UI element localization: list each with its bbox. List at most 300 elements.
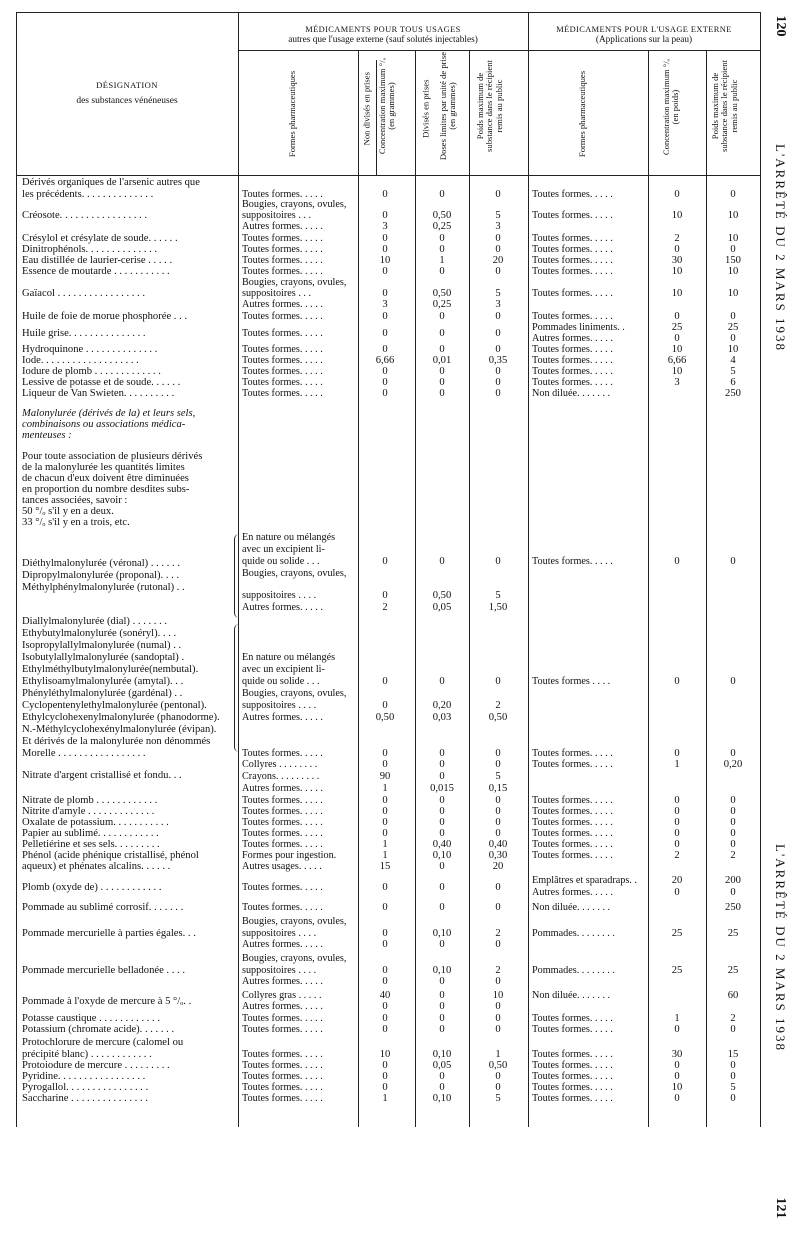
poids-cell: 0	[495, 328, 501, 339]
concentration-cell: 1	[382, 839, 388, 850]
formes-ext-cell: Toutes formes. . . . .	[532, 366, 613, 377]
poids-cell: 0	[495, 902, 501, 913]
poids-cell: 0	[495, 1013, 501, 1024]
poids-cell: 3	[495, 221, 501, 232]
table-top-border	[16, 12, 760, 13]
designation-cell: Lessive de potasse et de soude. . . . . .	[22, 377, 181, 388]
concentration-ext-cell: 30	[671, 1049, 683, 1060]
formes-cell: Autres formes. . . . .	[242, 939, 323, 950]
formes-cell: Toutes formes. . . . .	[242, 189, 323, 200]
formes-ext-cell: Toutes formes. . . . .	[532, 255, 613, 266]
designation-cell: Iode. . . . . . . . . . . . . . . . . . .	[22, 355, 139, 366]
designation-cell: Créosote. . . . . . . . . . . . . . . . .	[22, 210, 148, 221]
designation-cell: Liqueur de Van Swieten. . . . . . . . . .	[22, 388, 175, 399]
poids-ext-cell: 5	[730, 366, 736, 377]
formes-ext-cell: Toutes formes. . . . .	[532, 355, 613, 366]
poids-ext-cell: 0	[730, 333, 736, 344]
formes-ext-cell: Toutes formes. . . . .	[532, 1049, 613, 1060]
concentration-ext-cell: 20	[671, 875, 683, 886]
poids-cell: 0	[495, 676, 501, 687]
col-header-formes-ext: Formes pharmaceutiques	[577, 70, 587, 158]
poids-ext-cell: 15	[727, 1049, 739, 1060]
formes-ext-cell: Toutes formes. . . . .	[532, 1082, 613, 1093]
poids-cell: 0	[495, 795, 501, 806]
poids-ext-cell: 0	[730, 676, 736, 687]
concentration-cell: 0	[382, 828, 388, 839]
designation-cell: Isopropylallylmalonylurée (numal) . .	[22, 640, 182, 651]
formes-cell: Collyres . . . . . . . .	[242, 759, 318, 770]
poids-ext-cell: 0	[730, 817, 736, 828]
formes-cell: Toutes formes. . . . .	[242, 1093, 323, 1104]
poids-ext-cell: 4	[730, 355, 736, 366]
poids-cell: 0	[495, 311, 501, 322]
poids-ext-cell: 0	[730, 748, 736, 759]
formes-ext-cell: Toutes formes. . . . .	[532, 806, 613, 817]
poids-ext-cell: 2	[730, 850, 736, 861]
poids-ext-cell: 0	[730, 887, 736, 898]
poids-cell: 0	[495, 748, 501, 759]
poids-cell: 0,30	[488, 850, 508, 861]
concentration-cell: 0	[382, 590, 388, 601]
formes-cell: Autres formes. . . . .	[242, 783, 323, 794]
formes-cell: suppositoires . . . .	[242, 700, 317, 711]
designation-title: DÉSIGNATION	[96, 80, 158, 90]
concentration-cell: 3	[382, 221, 388, 232]
formes-ext-cell: Toutes formes. . . . .	[532, 244, 613, 255]
designation-cell: Potasse caustique . . . . . . . . . . . .	[22, 1013, 160, 1024]
concentration-cell: 0	[382, 1013, 388, 1024]
poids-cell: 0	[495, 233, 501, 244]
dose-limit-cell: 0	[439, 233, 445, 244]
poids-cell: 0	[495, 976, 501, 987]
poids-cell: 2	[495, 928, 501, 939]
designation-cell: Nitrite d'amyle . . . . . . . . . . . . .	[22, 806, 155, 817]
formes-cell: avec un excipient li-	[242, 544, 325, 555]
dose-limit-cell: 0,50	[432, 210, 452, 221]
dose-limit-cell: 0,015	[430, 783, 454, 794]
formes-ext-cell: Autres formes. . . . .	[532, 333, 613, 344]
dose-limit-cell: 0,03	[432, 712, 452, 723]
designation-cell: précipité blanc) . . . . . . . . . . . .	[22, 1049, 152, 1060]
concentration-ext-cell: 0	[674, 839, 680, 850]
concentration-ext-cell: 10	[671, 366, 683, 377]
col-rule-formes	[358, 50, 359, 1127]
col-header-poids-ext: Poids maximum de substance dans le récipient remis au public	[710, 60, 739, 152]
concentration-cell: 0	[382, 328, 388, 339]
formes-cell: Toutes formes. . . . .	[242, 244, 323, 255]
poids-ext-cell: 10	[727, 288, 739, 299]
concentration-cell: 0	[382, 882, 388, 893]
designation-cell: N.-Méthylcyclohexénylmalonylurée (évipan).	[22, 724, 217, 735]
formes-cell: Toutes formes. . . . .	[242, 233, 323, 244]
dose-limit-cell: 0	[439, 759, 445, 770]
concentration-cell: 0	[382, 1024, 388, 1035]
designation-cell: Diéthylmalonylurée (véronal) . . . . . .	[22, 558, 180, 569]
concentration-cell: 0	[382, 795, 388, 806]
dose-limit-cell: 0	[439, 388, 445, 399]
poids-cell: 0	[495, 377, 501, 388]
dose-limit-cell: 0,25	[432, 221, 452, 232]
poids-ext-cell: 150	[725, 255, 741, 266]
poids-cell: 0,15	[488, 783, 508, 794]
designation-cell: Dinitrophénols. . . . . . . . . . . . . .	[22, 244, 158, 255]
concentration-ext-cell: 10	[671, 266, 683, 277]
page-number-bottom: 121	[773, 1197, 788, 1219]
formes-cell: suppositoires . . . .	[242, 965, 317, 976]
concentration-cell: 0	[382, 266, 388, 277]
formes-ext-cell: Toutes formes. . . . .	[532, 839, 613, 850]
dose-limit-cell: 0,01	[432, 355, 452, 366]
formes-cell: Bougies, crayons, ovules,	[242, 916, 347, 927]
designation-cell: Protochlorure de mercure (calomel ou	[22, 1037, 184, 1048]
col-rule-formes-ext	[648, 50, 649, 1127]
designation-cell: menteuses :	[22, 430, 72, 441]
group-header-rule	[238, 50, 760, 51]
concentration-ext-cell: 0	[674, 887, 680, 898]
formes-cell: Toutes formes. . . . .	[242, 1013, 323, 1024]
poids-ext-cell: 10	[727, 344, 739, 355]
designation-cell: aqueux) et phénates alcalins. . . . . .	[22, 861, 171, 872]
col-rule-conc-ext	[706, 50, 707, 1127]
poids-cell: 5	[495, 771, 501, 782]
formes-ext-cell: Non diluée. . . . . . .	[532, 990, 611, 1001]
formes-cell: Bougies, crayons, ovules,	[242, 688, 347, 699]
formes-cell: Bougies, crayons, ovules,	[242, 199, 347, 210]
formes-cell: Toutes formes. . . . .	[242, 839, 323, 850]
formes-ext-cell: Pommades. . . . . . . .	[532, 965, 615, 976]
col-header-doses: Doses limites par unité de prise (en grammes)	[438, 51, 458, 161]
concentration-cell: 15	[379, 861, 391, 872]
poids-cell: 0	[495, 817, 501, 828]
designation-cell: combinaisons ou associations médica-	[22, 419, 186, 430]
poids-ext-cell: 5	[730, 1082, 736, 1093]
formes-cell: Toutes formes. . . . .	[242, 1082, 323, 1093]
formes-cell: Toutes formes. . . . .	[242, 902, 323, 913]
running-head-top: L'ARRÊTÉ DU 2 MARS 1938	[773, 144, 788, 352]
concentration-cell: 0	[382, 928, 388, 939]
poids-ext-cell: 60	[727, 990, 739, 1001]
concentration-ext-cell: 0	[674, 189, 680, 200]
concentration-cell: 0	[382, 965, 388, 976]
designation-cell: Diallylmalonylurée (dial) . . . . . . .	[22, 616, 168, 627]
concentration-cell: 0	[382, 288, 388, 299]
concentration-ext-cell: 0	[674, 333, 680, 344]
poids-cell: 10	[492, 990, 504, 1001]
formes-ext-cell: Non diluée. . . . . . .	[532, 902, 611, 913]
designation-cell: Ethylméthylbutylmalonylurée(nembutal).	[22, 664, 199, 675]
designation-cell: Phénol (acide phénique cristallisé, phénol	[22, 850, 199, 861]
poids-ext-cell: 2	[730, 1013, 736, 1024]
formes-cell: suppositoires . . .	[242, 210, 312, 221]
poids-cell: 0	[495, 828, 501, 839]
designation-cell: Pelletiérine et ses sels. . . . . . . . .	[22, 839, 160, 850]
dose-limit-cell: 0	[439, 266, 445, 277]
dose-limit-cell: 0	[439, 817, 445, 828]
designation-cell: Méthylphénylmalonylurée (rutonal) . .	[22, 582, 185, 593]
formes-ext-cell: Toutes formes. . . . .	[532, 233, 613, 244]
formes-cell: suppositoires . . . .	[242, 928, 317, 939]
formes-ext-cell: Pommades liniments. .	[532, 322, 625, 333]
poids-cell: 3	[495, 299, 501, 310]
poids-cell: 5	[495, 210, 501, 221]
dose-limit-cell: 0	[439, 366, 445, 377]
dose-limit-cell: 0	[439, 748, 445, 759]
concentration-cell: 0	[382, 902, 388, 913]
poids-ext-cell: 0	[730, 828, 736, 839]
designation-cell: Pommade au sublimé corrosif. . . . . . .	[22, 902, 184, 913]
concentration-cell: 0	[382, 700, 388, 711]
formes-cell: Autres formes. . . . .	[242, 712, 323, 723]
poids-cell: 0,50	[488, 712, 508, 723]
formes-cell: Autres formes. . . . .	[242, 602, 323, 613]
dose-limit-cell: 0	[439, 1001, 445, 1012]
poids-cell: 0,40	[488, 839, 508, 850]
designation-cell: Isobutylallylmalonylurée (sandoptal) .	[22, 652, 185, 663]
concentration-ext-cell: 0	[674, 556, 680, 567]
concentration-cell: 0	[382, 676, 388, 687]
dose-limit-cell: 0	[439, 1082, 445, 1093]
dose-limit-cell: 0	[439, 828, 445, 839]
poids-ext-cell: 0	[730, 806, 736, 817]
designation-cell: Pommade à l'oxyde de mercure à 5 °/ₒ. .	[22, 996, 192, 1007]
poids-cell: 0	[495, 556, 501, 567]
designation-cell: 33 °/ₒ s'il y en a trois, etc.	[22, 517, 130, 528]
dose-limit-cell: 0,50	[432, 590, 452, 601]
designation-cell: Gaïacol . . . . . . . . . . . . . . . . .	[22, 288, 145, 299]
dose-limit-cell: 0,25	[432, 299, 452, 310]
group1-title: MÉDICAMENTS POUR TOUS USAGES	[305, 25, 461, 34]
formes-ext-cell: Toutes formes. . . . .	[532, 1093, 613, 1104]
concentration-ext-cell: 1	[674, 759, 680, 770]
designation-cell: Nitrate de plomb . . . . . . . . . . . .	[22, 795, 158, 806]
formes-cell: Toutes formes. . . . .	[242, 366, 323, 377]
poids-cell: 1	[495, 1049, 501, 1060]
formes-cell: Toutes formes. . . . .	[242, 311, 323, 322]
designation-cell: Pyridine. . . . . . . . . . . . . . . . .	[22, 1071, 146, 1082]
designation-cell: Pommade mercurielle à parties égales. . .	[22, 928, 196, 939]
poids-ext-cell: 0	[730, 189, 736, 200]
poids-cell: 0	[495, 366, 501, 377]
concentration-ext-cell: 10	[671, 1082, 683, 1093]
designation-cell: Nitrate d'argent cristallisé et fondu. . .	[22, 770, 182, 781]
table-left-border	[16, 12, 17, 1127]
dose-limit-cell: 0	[439, 1024, 445, 1035]
concentration-cell: 0	[382, 189, 388, 200]
formes-ext-cell: Toutes formes. . . . .	[532, 795, 613, 806]
formes-ext-cell: Toutes formes. . . . .	[532, 748, 613, 759]
concentration-ext-cell: 25	[671, 965, 683, 976]
concentration-ext-cell: 3	[674, 377, 680, 388]
designation-cell: Crésylol et crésylate de soude. . . . . .	[22, 233, 178, 244]
designation-cell: Dérivés organiques de l'arsenic autres que	[22, 177, 200, 188]
formes-cell: avec un excipient li-	[242, 664, 325, 675]
formes-cell: Toutes formes. . . . .	[242, 882, 323, 893]
poids-ext-cell: 10	[727, 210, 739, 221]
poids-ext-cell: 0	[730, 1093, 736, 1104]
dose-limit-cell: 0,10	[432, 1093, 452, 1104]
formes-ext-cell: Toutes formes. . . . .	[532, 828, 613, 839]
poids-cell: 1,50	[488, 602, 508, 613]
concentration-cell: 0	[382, 1071, 388, 1082]
concentration-cell: 0	[382, 817, 388, 828]
formes-ext-cell: Toutes formes. . . . .	[532, 266, 613, 277]
poids-ext-cell: 0	[730, 1071, 736, 1082]
poids-ext-cell: 25	[727, 928, 739, 939]
designation-cell: Morelle . . . . . . . . . . . . . . . . .	[22, 748, 146, 759]
designation-cell: Ethylisoamylmalonylurée (amytal). . .	[22, 676, 184, 687]
designation-cell: de chacun d'eux doivent être diminuées	[22, 473, 189, 484]
poids-ext-cell: 0	[730, 1060, 736, 1071]
formes-ext-cell: Toutes formes. . . . .	[532, 556, 613, 567]
concentration-cell: 40	[379, 990, 391, 1001]
concentration-cell: 1	[382, 850, 388, 861]
designation-cell: 50 °/ₒ s'il y en a deux.	[22, 506, 114, 517]
poids-ext-cell: 200	[725, 875, 741, 886]
poids-ext-cell: 0,20	[723, 759, 743, 770]
poids-ext-cell: 10	[727, 233, 739, 244]
designation-cell: Oxalate de potassium. . . . . . . . . . .	[22, 817, 169, 828]
formes-ext-cell: Toutes formes. . . . .	[532, 1013, 613, 1024]
formes-cell: suppositoires . . . .	[242, 590, 317, 601]
concentration-cell: 0	[382, 244, 388, 255]
col-rule-group-split	[528, 12, 529, 1127]
dose-limit-cell: 0	[439, 328, 445, 339]
formes-cell: Autres formes. . . . .	[242, 1001, 323, 1012]
formes-cell: Bougies, crayons, ovules,	[242, 277, 347, 288]
concentration-cell: 2	[382, 602, 388, 613]
designation-cell: Phényléthylmalonylurée (gardénal) . .	[22, 688, 183, 699]
col-header-conc-ext: Concentration maximum °/ₒ (en poids)	[661, 58, 681, 156]
dose-limit-cell: 0	[439, 861, 445, 872]
concentration-cell: 1	[382, 1093, 388, 1104]
concentration-cell: 3	[382, 299, 388, 310]
dose-limit-cell: 0,10	[432, 928, 452, 939]
page-number-top: 120	[773, 15, 788, 37]
concentration-ext-cell: 0	[674, 817, 680, 828]
dose-limit-cell: 0	[439, 344, 445, 355]
designation-cell: Ethybutylmalonylurée (sonéryl). . . .	[22, 628, 177, 639]
concentration-ext-cell: 0	[674, 1060, 680, 1071]
concentration-ext-cell: 0	[674, 1024, 680, 1035]
formes-cell: Autres formes. . . . .	[242, 221, 323, 232]
formes-cell: Toutes formes. . . . .	[242, 795, 323, 806]
formes-ext-cell: Toutes formes. . . . .	[532, 210, 613, 221]
poids-cell: 0	[495, 1024, 501, 1035]
formes-cell: quide ou solide . . .	[242, 676, 320, 687]
formes-cell: Toutes formes. . . . .	[242, 1071, 323, 1082]
poids-cell: 20	[492, 255, 504, 266]
poids-cell: 0	[495, 244, 501, 255]
concentration-cell: 0,50	[375, 712, 395, 723]
poids-cell: 0,50	[488, 1060, 508, 1071]
formes-cell: Autres formes. . . . .	[242, 299, 323, 310]
dose-limit-cell: 0	[439, 244, 445, 255]
poids-ext-cell: 25	[727, 965, 739, 976]
formes-ext-cell: Autres formes. . . . .	[532, 887, 613, 898]
dose-limit-cell: 0	[439, 795, 445, 806]
poids-cell: 0	[495, 388, 501, 399]
dose-limit-cell: 0	[439, 377, 445, 388]
concentration-cell: 90	[379, 771, 391, 782]
poids-ext-cell: 0	[730, 839, 736, 850]
dose-limit-cell: 0	[439, 990, 445, 1001]
col-header-concentration: Concentration maximum °/ₒ (en grammes)	[377, 57, 397, 155]
concentration-ext-cell: 10	[671, 288, 683, 299]
concentration-cell: 0	[382, 311, 388, 322]
dose-limit-cell: 0,10	[432, 965, 452, 976]
dose-limit-cell: 0	[439, 1071, 445, 1082]
formes-ext-cell: Toutes formes. . . . .	[532, 189, 613, 200]
table-right-border	[760, 12, 761, 1127]
formes-cell: Toutes formes. . . . .	[242, 748, 323, 759]
designation-cell: Protoiodure de mercure . . . . . . . . .	[22, 1060, 170, 1071]
formes-cell: Collyres gras . . . . .	[242, 990, 322, 1001]
designation-cell: Huile de foie de morue phosphorée . . .	[22, 311, 188, 322]
dose-limit-cell: 1	[439, 255, 445, 266]
designation-cell: Eau distillée de laurier-cerise . . . . .	[22, 255, 173, 266]
col-header-poids: Poids maximum de substance dans le récipient remis au public	[475, 60, 504, 152]
formes-cell: Toutes formes. . . . .	[242, 817, 323, 828]
concentration-cell: 10	[379, 1049, 391, 1060]
designation-cell: tances associées, savoir :	[22, 495, 128, 506]
poids-ext-cell: 0	[730, 311, 736, 322]
dose-limit-cell: 0,40	[432, 839, 452, 850]
concentration-ext-cell: 25	[671, 322, 683, 333]
formes-cell: Toutes formes. . . . .	[242, 806, 323, 817]
group2-title: MÉDICAMENTS POUR L'USAGE EXTERNE	[556, 25, 732, 34]
poids-cell: 0	[495, 759, 501, 770]
formes-ext-cell: Pommades. . . . . . . .	[532, 928, 615, 939]
poids-cell: 0	[495, 1082, 501, 1093]
poids-ext-cell: 25	[727, 322, 739, 333]
formes-ext-cell: Toutes formes. . . . .	[532, 1060, 613, 1071]
designation-cell: Potassium (chromate acide). . . . . . .	[22, 1024, 175, 1035]
concentration-cell: 0	[382, 1001, 388, 1012]
poids-cell: 5	[495, 288, 501, 299]
concentration-cell: 0	[382, 1060, 388, 1071]
dose-limit-cell: 0	[439, 311, 445, 322]
poids-ext-cell: 0	[730, 244, 736, 255]
designation-cell: en proportion du nombre desdites subs-	[22, 484, 190, 495]
formes-cell: Bougies, crayons, ovules,	[242, 568, 347, 579]
formes-ext-cell: Toutes formes. . . . .	[532, 759, 613, 770]
concentration-cell: 0	[382, 759, 388, 770]
dose-limit-cell: 0,20	[432, 700, 452, 711]
concentration-ext-cell: 2	[674, 233, 680, 244]
designation-cell: Iodure de plomb . . . . . . . . . . . . .	[22, 366, 161, 377]
formes-cell: Toutes formes. . . . .	[242, 355, 323, 366]
dose-limit-cell: 0	[439, 1013, 445, 1024]
group1-subtitle: autres que l'usage externe (sauf solutés injectables)	[288, 35, 478, 45]
col-header-nondivises: Non divisés en prises	[361, 72, 372, 146]
formes-cell: Toutes formes. . . . .	[242, 377, 323, 388]
formes-ext-cell: Toutes formes. . . . .	[532, 1024, 613, 1035]
concentration-cell: 0	[382, 1082, 388, 1093]
formes-ext-cell: Toutes formes. . . . .	[532, 817, 613, 828]
formes-ext-cell: Toutes formes. . . . .	[532, 311, 613, 322]
formes-cell: Toutes formes. . . . .	[242, 388, 323, 399]
formes-cell: Toutes formes. . . . .	[242, 1024, 323, 1035]
col-header-divises: Divisés en prises	[420, 79, 431, 138]
formes-cell: Toutes formes. . . . .	[242, 1060, 323, 1071]
concentration-ext-cell: 0	[674, 806, 680, 817]
formes-cell: Toutes formes. . . . .	[242, 266, 323, 277]
formes-ext-cell: Toutes formes. . . . .	[532, 377, 613, 388]
concentration-cell: 0	[382, 344, 388, 355]
poids-cell: 2	[495, 965, 501, 976]
col-header-formes: Formes pharmaceutiques	[287, 70, 297, 158]
designation-cell: de la malonylurée les quantités limites	[22, 462, 185, 473]
